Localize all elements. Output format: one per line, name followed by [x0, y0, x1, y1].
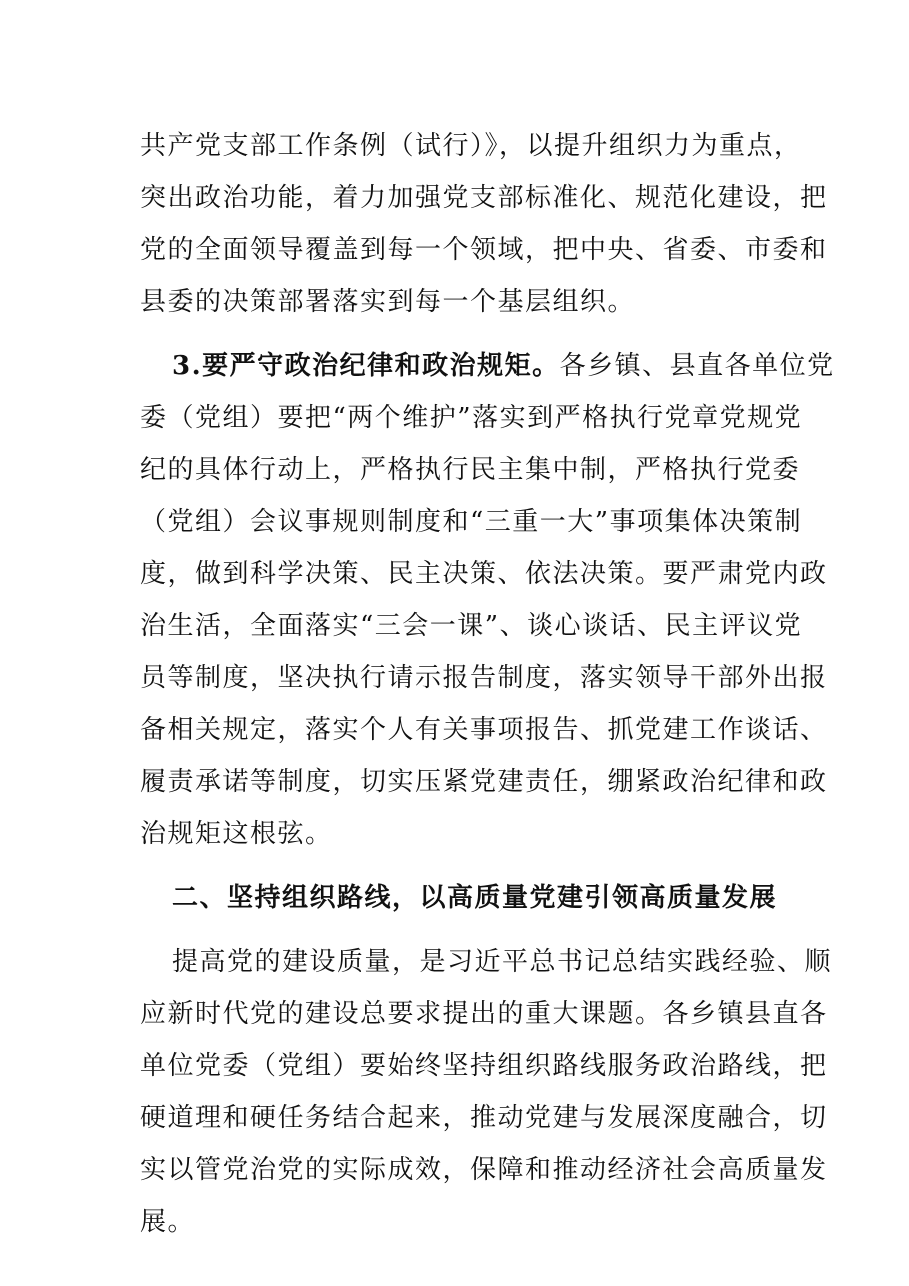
paragraph-line: 展。 — [140, 1207, 196, 1237]
paragraph-line: （党组）会议事规则制度和“三重一大”事项集体决策制 — [140, 507, 803, 537]
paragraph-line: 共产党支部工作条例（试行）》，以提升组织力为重点， — [140, 131, 802, 161]
paragraph-line: 党的全面领导覆盖到每一个领域，把中央、省委、市委和 — [140, 235, 828, 265]
paragraph-line: 员等制度，坚决执行请示报告制度，落实领导干部外出报 — [140, 663, 828, 693]
paragraph-line: 实以管党治党的实际成效，保障和推动经济社会高质量发 — [140, 1155, 828, 1185]
paragraph-line: 度，做到科学决策、民主决策、依法决策。要严肃党内政 — [140, 559, 828, 589]
paragraph-first-line: 提高党的建设质量，是习近平总书记总结实践经验、顺 — [172, 947, 833, 977]
paragraph-line: 履责承诺等制度，切实压紧党建责任，绷紧政治纪律和政 — [140, 767, 828, 797]
paragraph-line: 单位党委（党组）要始终坚持组织路线服务政治路线，把 — [140, 1051, 828, 1081]
item-3-title: 3.要严守政治纪律和政治规矩。 — [172, 351, 560, 381]
paragraph-line: 应新时代党的建设总要求提出的重大课题。各乡镇县直各 — [140, 999, 828, 1029]
paragraph-line: 纪的具体行动上，严格执行民主集中制，严格执行党委 — [140, 455, 801, 485]
paragraph-line: 治生活，全面落实“三会一课”、谈心谈话、民主评议党 — [140, 611, 803, 641]
paragraph-line: 突出政治功能，着力加强党支部标准化、规范化建设，把 — [140, 183, 828, 213]
section-heading: 二、坚持组织路线，以高质量党建引领高质量发展 — [172, 883, 778, 913]
paragraph-line: 委（党组）要把“两个维护”落实到严格执行党章党规党 — [140, 403, 803, 433]
paragraph-line: 备相关规定，落实个人有关事项报告、抓党建工作谈话、 — [140, 715, 828, 745]
paragraph-line: 治规矩这根弦。 — [140, 819, 333, 849]
item-3-first-line-text: 各乡镇、县直各单位党 — [559, 351, 835, 381]
item-3-first-line — [172, 348, 835, 384]
paragraph-line: 硬道理和硬任务结合起来，推动党建与发展深度融合，切 — [140, 1103, 828, 1133]
paragraph-line: 县委的决策部署落实到每一个基层组织。 — [140, 287, 636, 317]
